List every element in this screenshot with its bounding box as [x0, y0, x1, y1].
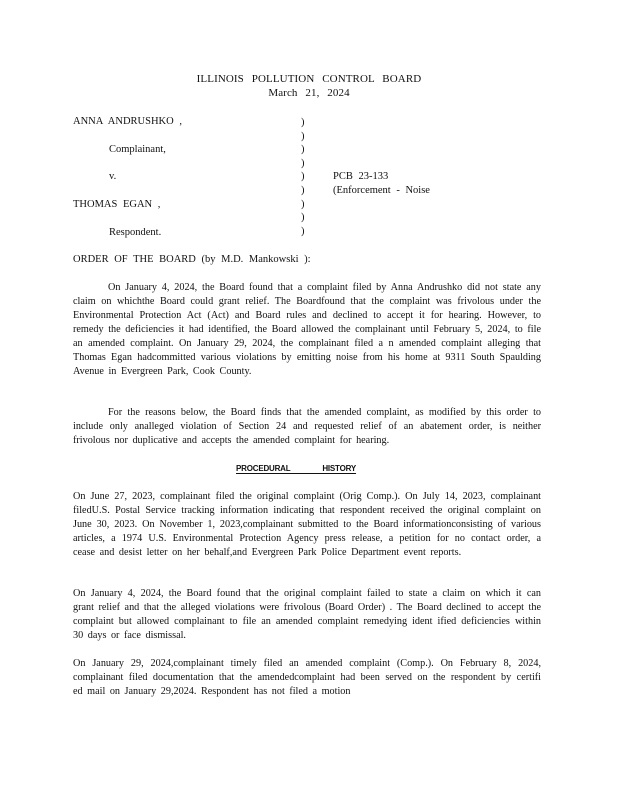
caption-paren: )	[301, 184, 305, 196]
paragraph-text: On January 4, 2024, the Board found that the original complaint failed to state a claim on which it can grant relief and that the alleged violations were frivolous (Board Order) . The Board declined to accept the complaint but allowed complainant to file an amended complaint remedying ident ified deficiencies within 30 days or face dismissal.	[73, 588, 541, 641]
caption-paren: )	[301, 130, 305, 142]
caption-paren: )	[301, 157, 305, 169]
complainant-role: Complainant,	[109, 144, 166, 155]
caption-paren: )	[301, 198, 305, 210]
paragraph-text: On January 4, 2024, the Board found that a complaint filed by Anna Andrushko did not state any claim on whichthe Board could grant relief. The Boardfound that the complaint was frivolous under the Environmental Protection Act (Act) and Board rules and declined to accept it for hearing. However, to remedy the deficiencies it had identified, the Board allowed the complainant until February 5, 2024, to file an amended complaint. On January 29, 2024, the complainant filed a n amended complaint alleging that Thomas Egan hadcommitted various violations by emitting noise from his home at 9311 South Spaulding Avenue in Evergreen Park, Cook County.	[73, 282, 541, 377]
caption-paren: )	[301, 225, 305, 237]
paragraph-intro	[73, 281, 541, 379]
caption-paren: )	[301, 117, 305, 128]
complainant-name: ANNA ANDRUSHKO ,	[73, 116, 182, 127]
caption-paren: )	[301, 144, 305, 156]
agency-title: ILLINOIS POLLUTION CONTROL BOARD	[196, 73, 422, 85]
caption-divider	[301, 116, 311, 238]
paragraph-finding	[73, 406, 541, 448]
order-line: ORDER OF THE BOARD (by M.D. Mankowski ):	[73, 254, 311, 265]
order-date: March 21, 2024	[268, 87, 350, 99]
versus-label: v.	[109, 171, 117, 182]
paragraph-history-2	[73, 587, 541, 643]
caption-paren: )	[301, 171, 305, 183]
section-heading: PROCEDURAL HISTORY	[236, 464, 357, 473]
paragraph-text: For the reasons below, the Board finds that the amended complaint, as modified by this order to include only analleged violation of Section 24 and requested relief of an abatement order, is neither frivolous nor duplicative and accepts the amended complaint for hearing.	[73, 407, 541, 446]
paragraph-text: On June 27, 2023, complainant filed the original complaint (Orig Comp.). On July 14, 2023, complainant filedU.S. Postal Service tracking information indicating that respondent received the original complaint on June 30, 2023. On November 1, 2023,complainant submitted to the Board informationconsisting of various articles, a 1974 U.S. Environmental Protection Agency press release, a petition for no contact order, a cease and desist letter on her behalf,and Evergreen Park Police Department event reports.	[73, 491, 541, 558]
case-type: (Enforcement - Noise	[333, 185, 430, 196]
case-number: PCB 23-133	[333, 171, 389, 182]
paragraph-history-3	[73, 657, 541, 699]
paragraph-history-1	[73, 490, 541, 560]
respondent-role: Respondent.	[109, 227, 162, 238]
paragraph-text: On January 29, 2024,complainant timely filed an amended complaint (Comp.). On February 8, 2024, complainant filed documentation that the amendedcomplaint had been served on the respondent by certifi ed mail on January 29,2024. Respondent has not filed a motion	[73, 658, 541, 697]
caption-paren: )	[301, 212, 305, 224]
respondent-name: THOMAS EGAN ,	[73, 199, 161, 210]
